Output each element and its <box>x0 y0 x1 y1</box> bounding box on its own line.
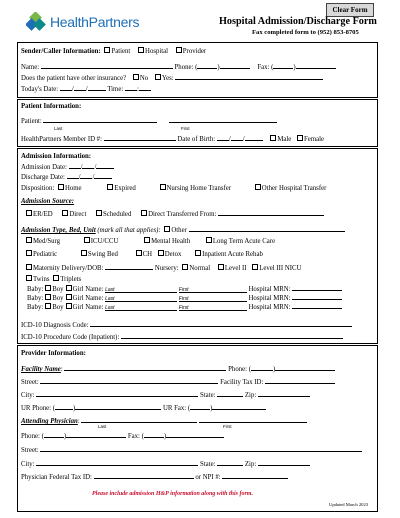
baby-name-label: Name: <box>85 304 104 311</box>
transferred-from-field[interactable] <box>218 209 324 216</box>
checkbox-level3[interactable] <box>252 264 258 270</box>
checkbox-mental[interactable] <box>144 237 150 243</box>
npi-field[interactable] <box>222 472 288 479</box>
opt-female: Female <box>304 136 325 143</box>
facility-zip-label: Zip: <box>244 392 257 399</box>
ur-phone-label: UR Phone: ( <box>21 405 55 412</box>
date-day[interactable] <box>74 84 86 91</box>
checkbox-scheduled[interactable] <box>96 210 102 216</box>
sender-section: Sender/Caller Information: Patient Hospital Provider Name: Phone: ( ) Fax: ( ) Does the patient have other insurance? No Yes: Today's Date: / / Time: : <box>17 42 378 98</box>
facility-state-label: State: <box>200 392 216 399</box>
facility-city-field[interactable] <box>36 390 198 397</box>
ur-phone-area[interactable] <box>55 403 73 410</box>
attending-phone-field[interactable] <box>66 431 126 438</box>
attending-zip-label: Zip: <box>244 461 257 468</box>
sender-label: Sender/Caller Information: <box>21 48 101 55</box>
dob-month[interactable] <box>217 134 229 141</box>
discharge-date-label: Discharge Date: <box>21 174 65 181</box>
opt-level3: Level III NICU <box>259 265 302 272</box>
phone-field[interactable] <box>220 62 250 69</box>
disp-nursing: Nursing Home Transfer <box>166 185 232 192</box>
opt-swing: Swing Bed <box>87 251 118 258</box>
attending-phone-label: Phone: ( <box>21 433 44 440</box>
src-transferred: Direct Transferred From: <box>148 211 217 218</box>
opt-triplets: Triplets <box>60 276 82 283</box>
attending-last-field[interactable] <box>81 416 197 423</box>
opt-maternity: Maternity <box>33 265 60 272</box>
first-caption: First <box>181 126 190 131</box>
facility-name-label: Facility Name <box>21 366 61 373</box>
logo-text: HealthPartners <box>50 14 140 30</box>
baby-last-field[interactable]: Last <box>105 286 177 293</box>
disp-home: Home <box>64 185 82 192</box>
dob-label: Date of Birth: <box>177 136 216 143</box>
checkbox-home[interactable] <box>58 184 64 190</box>
checkbox-hospital[interactable] <box>138 47 144 53</box>
source-label: Admission Source: <box>21 198 75 205</box>
checkbox-boy[interactable] <box>45 294 51 300</box>
baby-row-3 <box>27 302 342 312</box>
attending-fax-label: Fax: ( <box>127 433 144 440</box>
checkbox-swing[interactable] <box>81 250 87 256</box>
attending-last-caption: Last <box>98 424 107 429</box>
attending-city-label: City: <box>21 461 35 468</box>
dis-year[interactable] <box>94 172 112 179</box>
facility-phone-field[interactable] <box>275 364 335 371</box>
other-insurance-label: Does the patient have other insurance? <box>21 75 127 82</box>
checkbox-normal[interactable] <box>182 264 188 270</box>
checkbox-patient[interactable] <box>104 47 110 53</box>
logo <box>26 12 48 34</box>
ur-fax-label: UR Fax: ( <box>162 405 191 412</box>
ur-fax-field[interactable] <box>212 403 266 410</box>
type-note: (mark all that applies): <box>97 227 161 234</box>
checkbox-male[interactable] <box>270 135 276 141</box>
src-direct: Direct <box>69 211 87 218</box>
checkbox-triplets[interactable] <box>53 275 59 281</box>
checkbox-female[interactable] <box>297 135 303 141</box>
attending-street-label: Street: <box>21 447 39 454</box>
delivery-dob-label: Delivery/DOB: <box>61 265 104 272</box>
opt-icu: ICU/CCU <box>90 238 119 245</box>
type-other: Other <box>171 227 187 234</box>
opt-girl: Girl <box>72 304 84 311</box>
checkbox-boy[interactable] <box>45 285 51 291</box>
disp-expired: Expired <box>114 185 136 192</box>
facility-street-label: Street: <box>21 379 39 386</box>
other-insurance-field[interactable] <box>175 73 323 80</box>
checkbox-girl[interactable] <box>66 303 72 309</box>
opt-detox: Detox <box>164 251 182 258</box>
attending-label: Attending Physician <box>21 418 78 425</box>
provider-label: Provider Information: <box>21 350 86 357</box>
nursery-label: Nursery: <box>154 265 179 272</box>
checkbox-yes[interactable] <box>155 74 161 80</box>
facility-street-field[interactable] <box>40 377 218 384</box>
checkbox-level2[interactable] <box>218 264 224 270</box>
opt-girl: Girl <box>72 286 84 293</box>
attending-phone-area[interactable] <box>44 431 64 438</box>
baby-label: Baby: <box>27 286 44 293</box>
updated-date: Updated March 2023 <box>329 502 369 507</box>
phone-area-field[interactable] <box>197 62 217 69</box>
patient-section: Patient Information: Patient: Last First HealthPartners Member ID #: Date of Birth: / / Male Female <box>17 99 378 147</box>
checkbox-no[interactable] <box>133 74 139 80</box>
opt-yes: Yes: <box>161 75 174 82</box>
opt-boy: Boy <box>52 295 64 302</box>
mrn-field[interactable] <box>292 284 342 291</box>
icd-diag-field[interactable] <box>90 320 352 327</box>
mrn-label: Hospital MRN: <box>248 295 291 302</box>
fax-area-field[interactable] <box>273 62 293 69</box>
dis-day[interactable] <box>80 172 92 179</box>
opt-ch: CH <box>142 251 153 258</box>
checkbox-er[interactable] <box>26 210 32 216</box>
adm-year[interactable] <box>96 162 114 169</box>
name-label: Name: <box>21 64 40 71</box>
checkbox-girl[interactable] <box>66 285 72 291</box>
opt-level2: Level II <box>224 265 247 272</box>
opt-boy: Boy <box>52 304 64 311</box>
checkbox-med-surg[interactable] <box>26 237 32 243</box>
checkbox-icu[interactable] <box>84 237 90 243</box>
checkbox-maternity[interactable] <box>26 264 32 270</box>
opt-ltac: Long Term Acute Care <box>212 238 276 245</box>
fax-field[interactable] <box>296 62 336 69</box>
mrn-label: Hospital MRN: <box>248 304 291 311</box>
dob-day[interactable] <box>231 134 243 141</box>
checkbox-ch[interactable] <box>136 250 142 256</box>
adm-day[interactable] <box>82 162 94 169</box>
attending-zip-field[interactable] <box>258 459 310 466</box>
patient-last-field[interactable] <box>43 116 157 123</box>
baby-last-field[interactable]: Last <box>105 304 177 311</box>
opt-hospital: Hospital <box>145 48 169 55</box>
fed-tax-label: Physician Federal Tax ID: <box>21 474 92 481</box>
opt-mental: Mental Health <box>151 238 191 245</box>
checkbox-provider[interactable] <box>176 47 182 53</box>
form-title: Hospital Admission/Discharge Form <box>219 16 377 27</box>
todays-date-label: Today's Date: <box>21 86 59 93</box>
checkbox-twins[interactable] <box>26 275 32 281</box>
disposition-label: Disposition: <box>21 185 55 192</box>
opt-boy: Boy <box>52 286 64 293</box>
checkbox-expired[interactable] <box>107 184 113 190</box>
provider-section: Provider Information: Facility Name: Phone: ( ) Street: Facility Tax ID: City: State: Zip: UR Phone: ( ) UR Fax: ( ) Attending Physician: Last First Phone: ( ) Fax: ( ) Street: City: State: Zip: Physician Federal Tax ID: or NPI #: Please include admission H&P information along with this form. Updated March 2023 <box>17 345 378 512</box>
opt-no: No <box>139 75 149 82</box>
facility-name-field[interactable] <box>64 364 226 371</box>
name-field[interactable] <box>41 62 173 69</box>
admission-date-label: Admission Date: <box>21 164 67 171</box>
time-hour[interactable] <box>125 84 137 91</box>
dob-year[interactable] <box>245 134 263 141</box>
baby-label: Baby: <box>27 304 44 311</box>
facility-state-field[interactable] <box>217 390 243 397</box>
attending-city-field[interactable] <box>36 459 198 466</box>
checkbox-type-other[interactable] <box>164 226 170 232</box>
opt-patient: Patient <box>111 48 131 55</box>
admission-label: Admission Information: <box>21 153 92 160</box>
opt-twins: Twins <box>33 276 50 283</box>
attending-fax-field[interactable] <box>166 431 224 438</box>
adm-month[interactable] <box>69 162 81 169</box>
fed-tax-field[interactable] <box>94 472 194 479</box>
facility-tax-label: Facility Tax ID: <box>220 379 264 386</box>
dis-month[interactable] <box>67 172 79 179</box>
attending-state-field[interactable] <box>217 459 243 466</box>
facility-zip-field[interactable] <box>258 390 310 397</box>
disp-other: Other Hospital Transfer <box>261 185 327 192</box>
opt-pediatric: Pediatric <box>33 251 58 258</box>
patient-first-field[interactable] <box>169 116 277 123</box>
opt-male: Male <box>277 136 292 143</box>
last-caption: Last <box>54 126 63 131</box>
icd-diag-label: ICD-10 Diagnosis Code: <box>21 322 89 329</box>
time-min[interactable] <box>139 84 151 91</box>
icd-proc-field[interactable] <box>121 332 343 339</box>
mrn-field[interactable] <box>292 293 342 300</box>
checkbox-direct-transferred[interactable] <box>141 210 147 216</box>
mrn-field[interactable] <box>292 302 342 309</box>
facility-city-label: City: <box>21 392 35 399</box>
checkbox-boy[interactable] <box>45 303 51 309</box>
patient-name-label: Patient: <box>21 118 42 125</box>
checkbox-inpatient-rehab[interactable] <box>195 250 201 256</box>
baby-name-label: Name: <box>85 286 104 293</box>
facility-tax-field[interactable] <box>265 377 335 384</box>
checkbox-detox[interactable] <box>158 250 164 256</box>
baby-first-field[interactable]: First <box>179 304 247 311</box>
type-other-field[interactable] <box>189 225 345 232</box>
facility-phone-label: Phone: ( <box>228 366 251 373</box>
checkbox-nursing[interactable] <box>160 184 166 190</box>
ur-phone-field[interactable] <box>75 403 161 410</box>
member-id-label: HealthPartners Member ID #: <box>21 136 102 143</box>
date-month[interactable] <box>60 84 72 91</box>
facility-phone-area[interactable] <box>251 364 273 371</box>
attending-street-field[interactable] <box>40 445 362 452</box>
checkbox-ltac[interactable] <box>206 237 212 243</box>
checkbox-direct[interactable] <box>62 210 68 216</box>
patient-label: Patient Information: <box>21 103 82 110</box>
opt-inpatient-rehab: Inpatient Acute Rehab <box>202 251 263 258</box>
fax-label: Fax: ( <box>257 64 274 71</box>
attending-state-label: State: <box>200 461 216 468</box>
opt-provider: Provider <box>182 48 207 55</box>
checkbox-girl[interactable] <box>66 294 72 300</box>
admission-section: Admission Information: Admission Date: / / Discharge Date: / / Disposition: Home Expired Nursing Home Transfer Other Hospital Transfer Admission Source: ER/ED Direct Scheduled Direct Transferred From: Admission Type, Bed, Unit (mark all that applies): Other Med/Surg ICU/CCU Mental Health Long Term Acute Care Pediatric Swing Bed CH Detox Inpatient Acute Rehab Maternity Delivery/DOB: Nursery: Normal Level II Level III NICU Twins Triplets Baby: Boy Girl Name: Last First Hospital MRN: Baby: Boy Girl Name: Last First Hospital MRN: Baby: Boy Girl Name: Last First Hospital MRN: ICD-10 Diagnosis Code: ICD-10 Procedure Code (Inpatient): <box>17 148 378 344</box>
src-scheduled: Scheduled <box>103 211 132 218</box>
npi-label: or NPI #: <box>195 474 221 481</box>
baby-label: Baby: <box>27 295 44 302</box>
member-id-field[interactable] <box>104 134 176 141</box>
icd-proc-label: ICD-10 Procedure Code (Inpatient): <box>21 334 120 341</box>
time-label: Time: <box>107 86 124 93</box>
phone-label: Phone: ( <box>174 64 198 71</box>
attending-first-caption: First <box>223 424 232 429</box>
opt-med-surg: Med/Surg <box>33 238 61 245</box>
checkbox-other-hospital[interactable] <box>255 184 261 190</box>
baby-first-field[interactable]: First <box>179 286 247 293</box>
delivery-dob-field[interactable] <box>105 263 153 270</box>
footer-note: Please include admission H&P information along with this form. <box>92 491 253 497</box>
clear-form-button[interactable]: Clear Form <box>326 3 374 17</box>
type-label: Admission Type, Bed, Unit <box>21 227 96 234</box>
baby-name-label: Name: <box>85 295 104 302</box>
attending-fax-area[interactable] <box>144 431 164 438</box>
attending-first-field[interactable] <box>199 416 307 423</box>
baby-first-field[interactable]: First <box>179 295 247 302</box>
date-year[interactable] <box>88 84 106 91</box>
opt-girl: Girl <box>72 295 84 302</box>
ur-fax-area[interactable] <box>190 403 210 410</box>
checkbox-pediatric[interactable] <box>26 250 32 256</box>
opt-normal: Normal <box>189 265 211 272</box>
baby-last-field[interactable]: Last <box>105 295 177 302</box>
src-er: ER/ED <box>33 211 53 218</box>
fax-note: Fax completed form to (952) 853-8705 <box>252 29 359 36</box>
mrn-label: Hospital MRN: <box>248 286 291 293</box>
